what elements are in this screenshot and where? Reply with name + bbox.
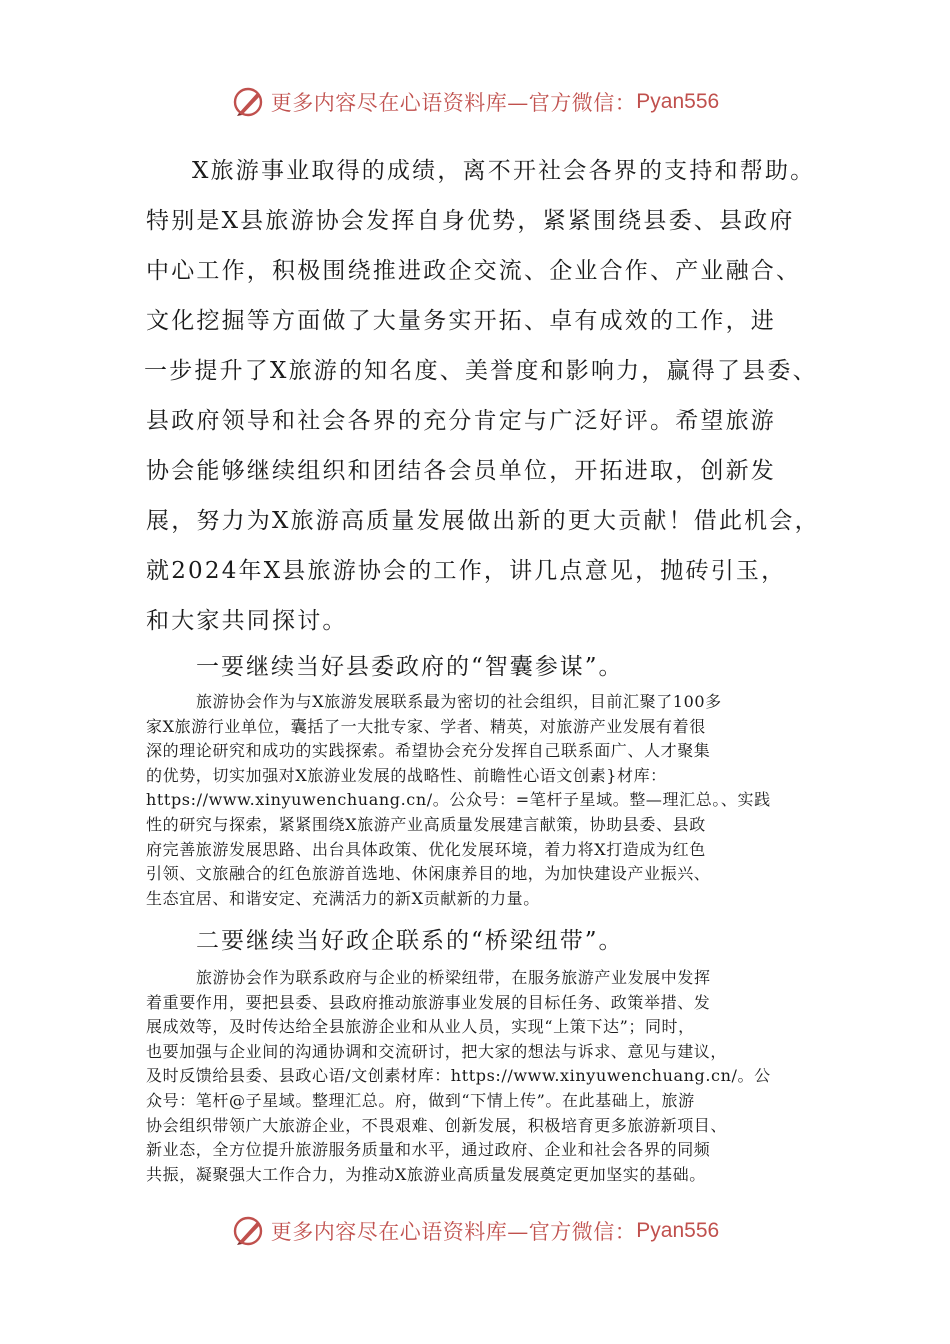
section-2-line: 展成效等，及时传达给全县旅游企业和从业人员，实现“上策下达”；同时，: [146, 1017, 695, 1037]
intro-line: 特别是X县旅游协会发挥自身优势，紧紧围绕县委、县政府: [146, 208, 795, 234]
section-2-paragraph: [146, 966, 816, 1187]
intro-line: 中心工作，积极围绕推进政企交流、企业合作、产业融合、: [146, 258, 802, 284]
section-2-line: 及时反馈给县委、县政心语/文创素材库：https://www.xinyuwenchuang.cn/。公: [146, 1066, 771, 1086]
section-1-line: 家X旅游行业单位，囊括了一大批专家、学者、精英，对旅游产业发展有着很: [146, 716, 706, 736]
banner-wechat-id: Pyan556: [636, 90, 720, 113]
section-1-line: 的优势，切实加强对X旅游业发展的战略性、前瞻性心语文创素}材库：: [146, 765, 667, 785]
intro-line: 就2024年X县旅游协会的工作，讲几点意见，抛砖引玉，: [146, 558, 787, 584]
section-1-heading: 一要继续当好县委政府的“智囊参谋”。: [196, 654, 624, 680]
section-2-line: 旅游协会作为联系政府与企业的桥梁纽带，在服务旅游产业发展中发挥: [196, 968, 711, 987]
section-1-line: 引领、文旅融合的红色旅游首选地、休闲康养目的地，为加快建设产业振兴、: [146, 864, 711, 884]
section-2-heading: 二要继续当好政企联系的“桥梁纽带”。: [196, 928, 624, 954]
intro-line: 协会能够继续组织和团结各会员单位，开拓进取，创新发: [146, 458, 776, 484]
banner-wechat-id: Pyan556: [636, 1219, 720, 1242]
pen-logo-icon: [231, 85, 265, 119]
intro-line: 文化挖掘等方面做了大量务实开拓、卓有成效的工作，进: [146, 308, 776, 334]
intro-line: 县政府领导和社会各界的充分肯定与广泛好评。希望旅游: [146, 408, 776, 434]
section-2-line: 着重要作用，要把县委、县政府推动旅游事业发展的目标任务、政策举措、发: [146, 992, 711, 1012]
section-2-line: 共振，凝聚强大工作合力，为推动X旅游业高质量发展奠定更加坚实的基础。: [146, 1164, 706, 1184]
section-1-line: https://www.xinyuwenchuang.cn/。公众号：=笔杆子星域。整—理汇总。、实践: [146, 790, 771, 810]
banner-text: 更多内容尽在心语资料库—官方微信：: [270, 1220, 637, 1244]
intro-line: X旅游事业取得的成绩，离不开社会各界的支持和帮助。: [192, 158, 816, 184]
section-1-line: 生态宜居、和谐安定、充满活力的新X贡献新的力量。: [146, 888, 540, 908]
section-2-line: 也要加强与企业间的沟通协调和交流研讨，把大家的想法与诉求、意见与建议，: [146, 1041, 728, 1061]
intro-line: 和大家共同探讨。: [146, 608, 348, 634]
section-2-line: 协会组织带领广大旅游企业，不畏艰难、创新发展，积极培育更多旅游新项目、: [146, 1115, 728, 1135]
banner-text: 更多内容尽在心语资料库—官方微信：: [270, 91, 637, 115]
section-1-line: 府完善旅游发展思路、出台具体政策、优化发展环境，着力将X打造成为红色: [146, 839, 706, 859]
section-2-line: 新业态，全方位提升旅游服务质量和水平，通过政府、企业和社会各界的同频: [146, 1140, 711, 1160]
pen-logo-icon: [231, 1214, 265, 1248]
section-1-line: 性的研究与探索，紧紧围绕X旅游产业高质量发展建言献策，协助县委、县政: [146, 814, 706, 834]
intro-paragraph: [146, 146, 836, 646]
intro-line: 展，努力为X旅游高质量发展做出新的更大贡献！借此机会，: [146, 508, 820, 534]
section-2-line: 众号：笔杆@子星域。整理汇总。府，做到“下情上传”。在此基础上，旅游: [146, 1090, 695, 1110]
section-1-line: 深的理论研究和成功的实践探索。希望协会充分发挥自己联系面广、人才聚集: [146, 741, 711, 761]
header-watermark-banner: [0, 82, 950, 122]
footer-watermark-banner: [0, 1211, 950, 1251]
section-1-line: 旅游协会作为与X旅游发展联系最为密切的社会组织，目前汇聚了100多: [196, 692, 722, 711]
intro-line: 一步提升了X旅游的知名度、美誉度和影响力，赢得了县委、: [144, 358, 818, 384]
section-1-paragraph: [146, 690, 816, 911]
